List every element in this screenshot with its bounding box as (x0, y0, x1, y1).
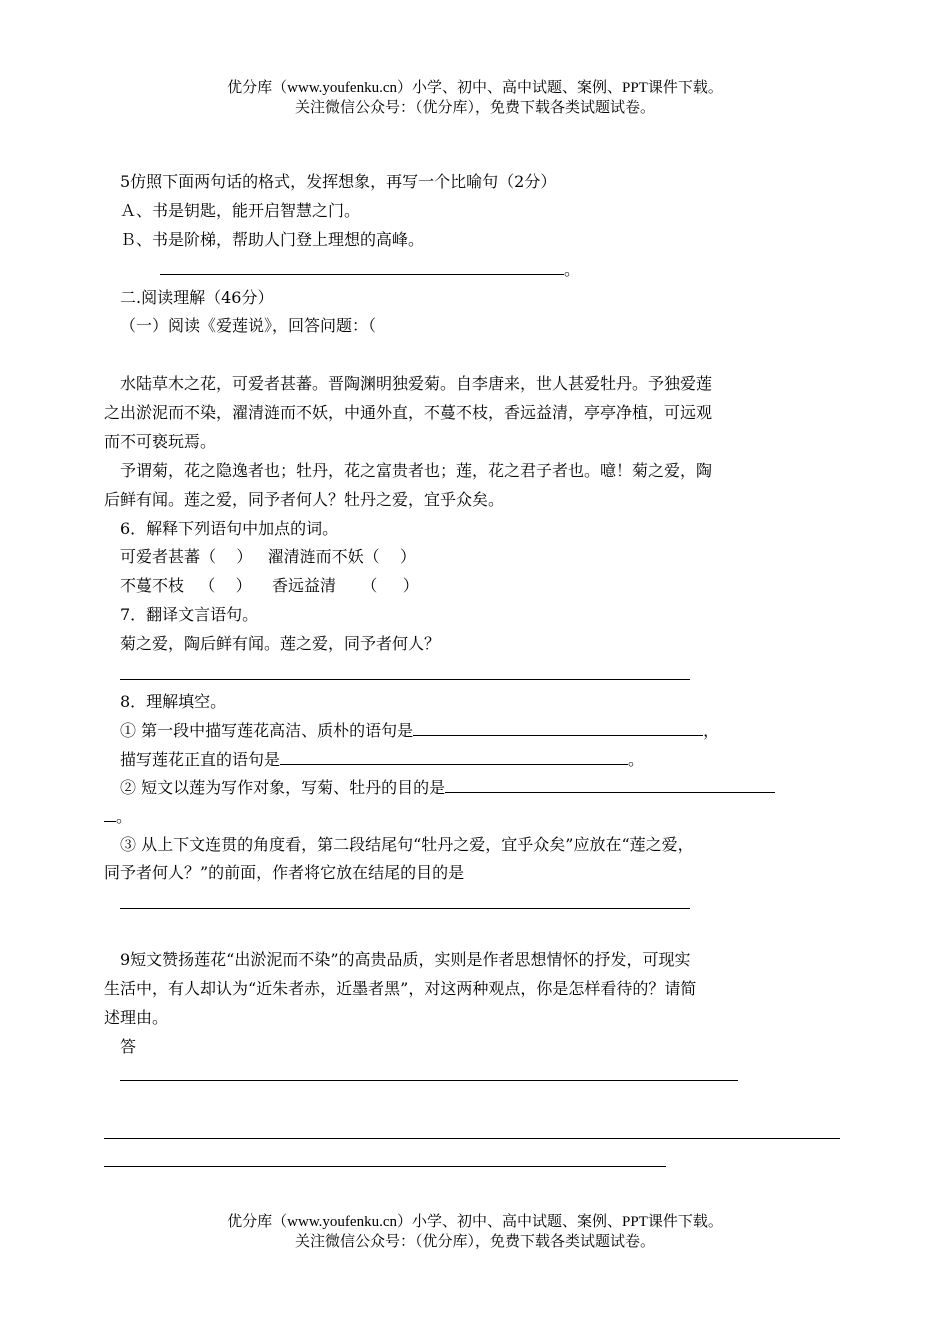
q8-item-2-blank[interactable] (445, 775, 775, 793)
q9-line-1: 9短文赞扬莲花“出淤泥而不染”的高贵品质，实则是作者思想情怀的抒发，可现实 (120, 950, 691, 969)
q8-item-2-blank-cont[interactable] (104, 804, 116, 822)
footer-line-2: 关注微信公众号：（优分库），免费下载各类试题试卷。 (294, 1234, 655, 1250)
q8-item-2-cont (104, 804, 132, 829)
q6-stem: 6．解释下列语句中加点的词。 (120, 519, 339, 538)
q7-answer-line[interactable] (120, 679, 690, 680)
section-subtitle: （一）阅读《爱莲说》，回答问题：（ (120, 316, 377, 335)
q5-option-b: Ｂ、书是阶梯，帮助人门登上理想的高峰。 (120, 230, 425, 249)
q9-answer-line-3[interactable] (104, 1166, 666, 1167)
q8-item-2 (120, 775, 775, 800)
page-header (0, 78, 950, 118)
q7-stem: 7．翻译文言语句。 (120, 605, 259, 624)
q8-item-1 (120, 718, 719, 743)
q9-answer-label: 答 (120, 1037, 137, 1056)
q9-answer-line-2[interactable] (104, 1138, 840, 1139)
passage-p1-line-1: 水陆草木之花，可爱者甚蕃。晋陶渊明独爱菊。自李唐来，世人甚爱牡丹。予独爱莲 (120, 374, 713, 393)
q8-item-1b (120, 747, 644, 772)
q9-line-3: 述理由。 (104, 1008, 169, 1027)
q6-row-1 (120, 545, 416, 569)
q8-item-2-end: 。 (116, 807, 133, 826)
q5-option-a: Ａ、书是钥匙，能开启智慧之门。 (120, 201, 361, 220)
q8-stem: 8．理解填空。 (120, 692, 227, 711)
q9-line-2: 生活中，有人却认为“近朱者赤，近墨者黑”，对这两种观点，你是怎样看待的？请简 (104, 979, 697, 998)
q8-item-3-answer-line[interactable] (120, 908, 690, 909)
page-footer (0, 1212, 950, 1252)
q8-item-1-blank[interactable] (413, 718, 703, 736)
passage-p1-line-2: 之出淤泥而不染，濯清涟而不妖，中通外直，不蔓不枝，香远益清，亭亭净植，可远观 (104, 403, 713, 422)
passage-p1-line-3: 而不可亵玩焉。 (104, 432, 217, 451)
q8-item-1b-end: 。 (628, 750, 645, 769)
q8-item-3-line-1: ③ 从上下文连贯的角度看，第二段结尾句“牡丹之爱，宜乎众矣”应放在“莲之爱， (120, 835, 694, 854)
header-line-2: 关注微信公众号：（优分库），免费下载各类试题试卷。 (294, 100, 655, 116)
q5-stem: 5仿照下面两句话的格式，发挥想象，再写一个比喻句（2分） (120, 172, 557, 191)
q8-item-1-end: ， (703, 721, 720, 740)
q6-row-1-text: 可爱者甚蕃（ ） 濯清涟而不妖（ ） (120, 547, 416, 566)
passage-p2-line-1: 予谓菊，花之隐逸者也；牡丹，花之富贵者也；莲，花之君子者也。噫！菊之爱，陶 (120, 461, 713, 480)
q6-row-2 (120, 574, 419, 598)
q6-row-2-text: 不蔓不枝 （ ） 香远益清 （ ） (120, 576, 419, 595)
q8-item-1-text: ① 第一段中描写莲花高洁、质朴的语句是 (120, 721, 414, 740)
q7-sentence: 菊之爱，陶后鲜有闻。莲之爱，同予者何人？ (120, 634, 441, 653)
q8-item-2-text: ② 短文以莲为写作对象，写菊、牡丹的目的是 (120, 778, 446, 797)
q9-answer-line-1[interactable] (120, 1080, 738, 1081)
q8-item-3-line-2: 同予者何人？”的前面，作者将它放在结尾的目的是 (104, 863, 465, 882)
q8-item-1b-text: 描写莲花正直的语句是 (120, 750, 281, 769)
header-line-1: 优分库（www.youfenku.cn）小学、初中、高中试题、案例、PPT课件下载。 (227, 80, 723, 96)
section-title: 二.阅读理解（46分） (120, 288, 274, 307)
footer-line-1: 优分库（www.youfenku.cn）小学、初中、高中试题、案例、PPT课件下载。 (227, 1214, 723, 1230)
q5-answer-line[interactable]: 。 (160, 257, 580, 282)
passage-p2-line-2: 后鲜有闻。莲之爱，同予者何人？牡丹之爱，宜乎众矣。 (104, 490, 505, 509)
q8-item-1b-blank[interactable] (280, 747, 628, 765)
